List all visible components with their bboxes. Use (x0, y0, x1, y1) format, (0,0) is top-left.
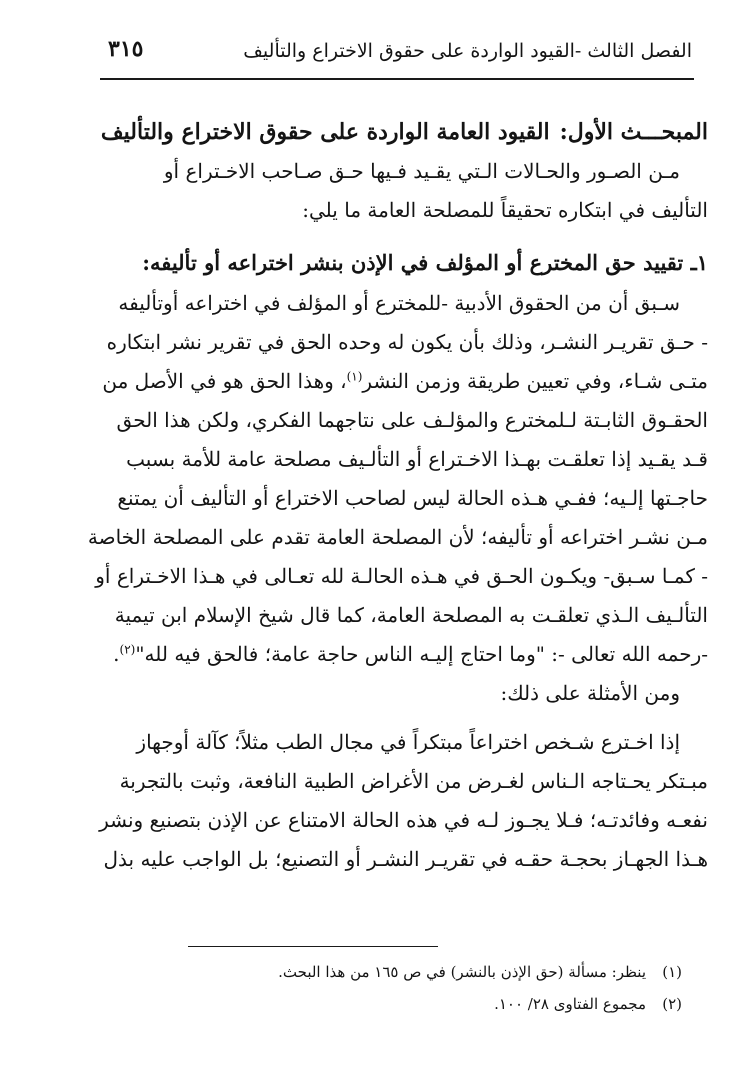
footnote-number: (١) (662, 963, 682, 981)
text-line: مـن الصـور والحـالات الـتي يقـيد فـيها حـق صـاحب الاخـتراع أو (163, 159, 680, 183)
examples-intro: ومن الأمثلة على ذلك: (500, 681, 680, 705)
text-line: هـذا الجهـاز بحجـة حقـه في تقريـر النشـر أو التصنيع؛ بل الواجب عليه بذل (103, 847, 708, 871)
page-number: ٣١٥ (108, 36, 144, 62)
text-line: حاجـتها إلـيه؛ ففـي هـذه الحالة ليس لصاحب الاختراع أو التأليف أن يمتنع (117, 486, 708, 510)
text-line: سـبق أن من الحقوق الأدبية -للمخترع أو المؤلف في اختراعه أوتأليفه (118, 291, 680, 315)
text-line: الحقـوق الثابـتة لـلمخترع والمؤلـف على نتاجهما الفكري، ولكن هذا الحق (116, 408, 708, 432)
footnote-ref-2[interactable]: (٢) (119, 642, 136, 657)
text-line: التألـيف الـذي تعلقـت به المصلحة العامة، كما قال شيخ الإسلام ابن تيمية (114, 603, 708, 627)
text-line: مبـتكر يحـتاجه الـناس لغـرض من الأغراض الطبية النافعة، وثبت بالتجربة (119, 769, 708, 793)
section-heading: القيود العامة الواردة على حقوق الاختراع والتأليف (100, 119, 550, 145)
text-line: إذا اخـترع شـخص اختراعاً مبتكراً في مجال الطب مثلاً؛ كآلة أوجهاز (136, 730, 680, 754)
text-line: مـن نشـر اختراعه أو تأليفه؛ لأن المصلحة العامة تقدم على المصلحة الخاصة (87, 525, 708, 549)
text-segment: . (113, 642, 120, 666)
footnote-text: ينظر: مسألة (حق الإذن بالنشر) في ص ١٦٥ من هذا البحث. (278, 963, 646, 981)
intro-paragraph (78, 152, 708, 230)
footnote-divider (188, 946, 438, 947)
text-segment: ، وهذا الحق هو في الأصل من (102, 369, 347, 393)
text-line: نفعـه وفائدتـه؛ فـلا يجـوز لـه في هذه الحالة الامتناع عن الإذن بتصنيع ونشر (99, 808, 708, 832)
text-line (78, 635, 708, 674)
footnote-item (80, 956, 682, 988)
footnotes (80, 956, 682, 1020)
text-line: - حـق تقريـر النشـر، وذلك بأن يكون له وحده الحق في تقرير نشر ابتكاره (106, 330, 708, 354)
body-text (78, 112, 708, 879)
text-line: التأليف في ابتكاره تحقيقاً للمصلحة العامة ما يلي: (302, 198, 708, 222)
footnote-text: مجموع الفتاوى ٢٨/ ١٠٠. (494, 995, 646, 1013)
subheading: ١ـ تقييد حق المخترع أو المؤلف في الإذن بنشر اختراعه أو تأليفه: (142, 250, 708, 275)
header-divider (100, 78, 694, 80)
section-title (78, 112, 708, 152)
running-title: الفصل الثالث -القيود الواردة على حقوق الاختراع والتأليف (243, 40, 692, 62)
paragraph-rights (78, 284, 708, 674)
footnote-item (80, 988, 682, 1020)
paragraph-example (78, 723, 708, 879)
text-segment: -رحمه الله تعالى -: "وما احتاج إليـه الناس حاجة عامة؛ فالحق فيه لله" (135, 642, 708, 666)
footnote-number: (٢) (662, 995, 682, 1013)
text-line (78, 362, 708, 401)
text-line: قـد يقـيد إذا تعلقـت بهـذا الاخـتراع أو التألـيف مصلحة عامة للأمة بسبب (126, 447, 708, 471)
footnote-ref-1[interactable]: (١) (346, 369, 363, 384)
text-segment: متـى شـاء، وفي تعيين طريقة وزمن النشر (362, 369, 708, 393)
section-label: المبحـــث الأول: (559, 119, 708, 145)
text-line: - كمـا سـبق- ويكـون الحـق في هـذه الحالـة لله تعـالى في هـذا الاخـتراع أو (95, 564, 708, 588)
